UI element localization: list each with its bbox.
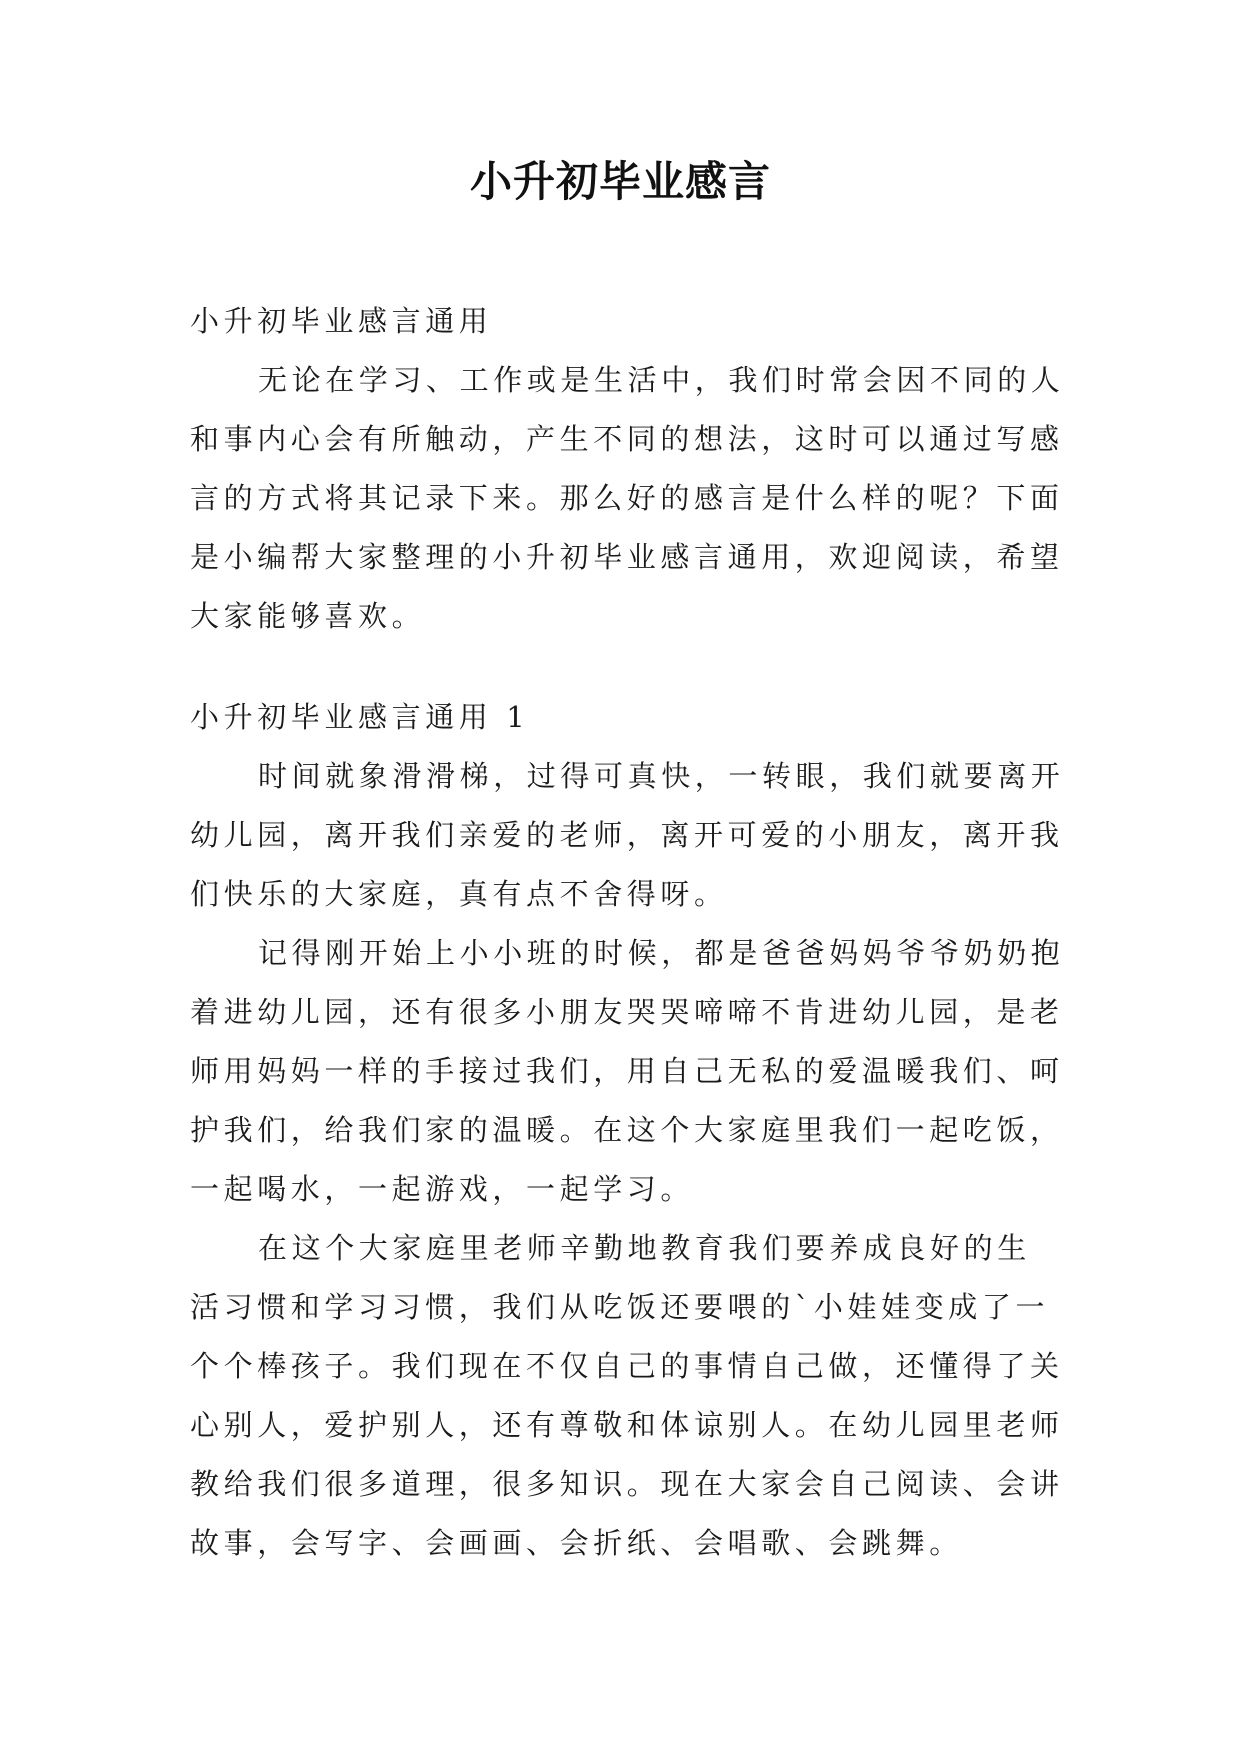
paragraph-line: 一起喝水，一起游戏，一起学习。 xyxy=(190,1172,695,1206)
document-title: 小升初毕业感言 xyxy=(469,157,771,206)
section-heading: 小升初毕业感言通用 xyxy=(190,304,493,338)
paragraph-1 xyxy=(190,747,1065,924)
paragraph-3 xyxy=(190,1219,1064,1573)
paragraph-line: 和事内心会有所触动，产生不同的想法，这时可以通过写感 xyxy=(190,422,1064,456)
paragraph-line: 着进幼儿园，还有很多小朋友哭哭啼啼不肯进幼儿园，是老 xyxy=(190,995,1064,1029)
paragraph-line: 护我们，给我们家的温暖。在这个大家庭里我们一起吃饭， xyxy=(190,1113,1064,1147)
paragraph-line: 幼儿园，离开我们亲爱的老师，离开可爱的小朋友，离开我 xyxy=(190,818,1064,852)
paragraph-line: 故事，会写字、会画画、会折纸、会唱歌、会跳舞。 xyxy=(190,1526,963,1560)
paragraph-line: 在这个大家庭里老师辛勤地教育我们要养成良好的生 xyxy=(258,1231,1031,1265)
paragraph-line: 记得刚开始上小小班的时候，都是爸爸妈妈爷爷奶奶抱 xyxy=(258,936,1065,970)
paragraph-line: 师用妈妈一样的手接过我们，用自己无私的爱温暖我们、呵 xyxy=(190,1054,1064,1088)
paragraph-line: 心别人，爱护别人，还有尊敬和体谅别人。在幼儿园里老师 xyxy=(190,1408,1064,1442)
paragraph-line: 大家能够喜欢。 xyxy=(190,599,426,633)
paragraph-line: 无论在学习、工作或是生活中，我们时常会因不同的人 xyxy=(258,363,1065,397)
paragraph-line: 个个棒孩子。我们现在不仅自己的事情自己做，还懂得了关 xyxy=(190,1349,1064,1383)
paragraph-line: 教给我们很多道理，很多知识。现在大家会自己阅读、会讲 xyxy=(190,1467,1064,1501)
paragraph-line: 活习惯和学习习惯，我们从吃饭还要喂的`小娃娃变成了一 xyxy=(190,1290,1050,1324)
document-body xyxy=(190,292,1065,1573)
intro-paragraph xyxy=(190,351,1065,646)
section-heading: 小升初毕业感言通用 1 xyxy=(190,700,530,734)
paragraph-2 xyxy=(190,924,1065,1219)
section-spacer xyxy=(190,646,1050,688)
paragraph-line: 们快乐的大家庭，真有点不舍得呀。 xyxy=(190,877,728,911)
paragraph-line: 时间就象滑滑梯，过得可真快，一转眼，我们就要离开 xyxy=(258,759,1065,793)
paragraph-line: 是小编帮大家整理的小升初毕业感言通用，欢迎阅读，希望 xyxy=(190,540,1064,574)
paragraph-line: 言的方式将其记录下来。那么好的感言是什么样的呢？下面 xyxy=(190,481,1064,515)
